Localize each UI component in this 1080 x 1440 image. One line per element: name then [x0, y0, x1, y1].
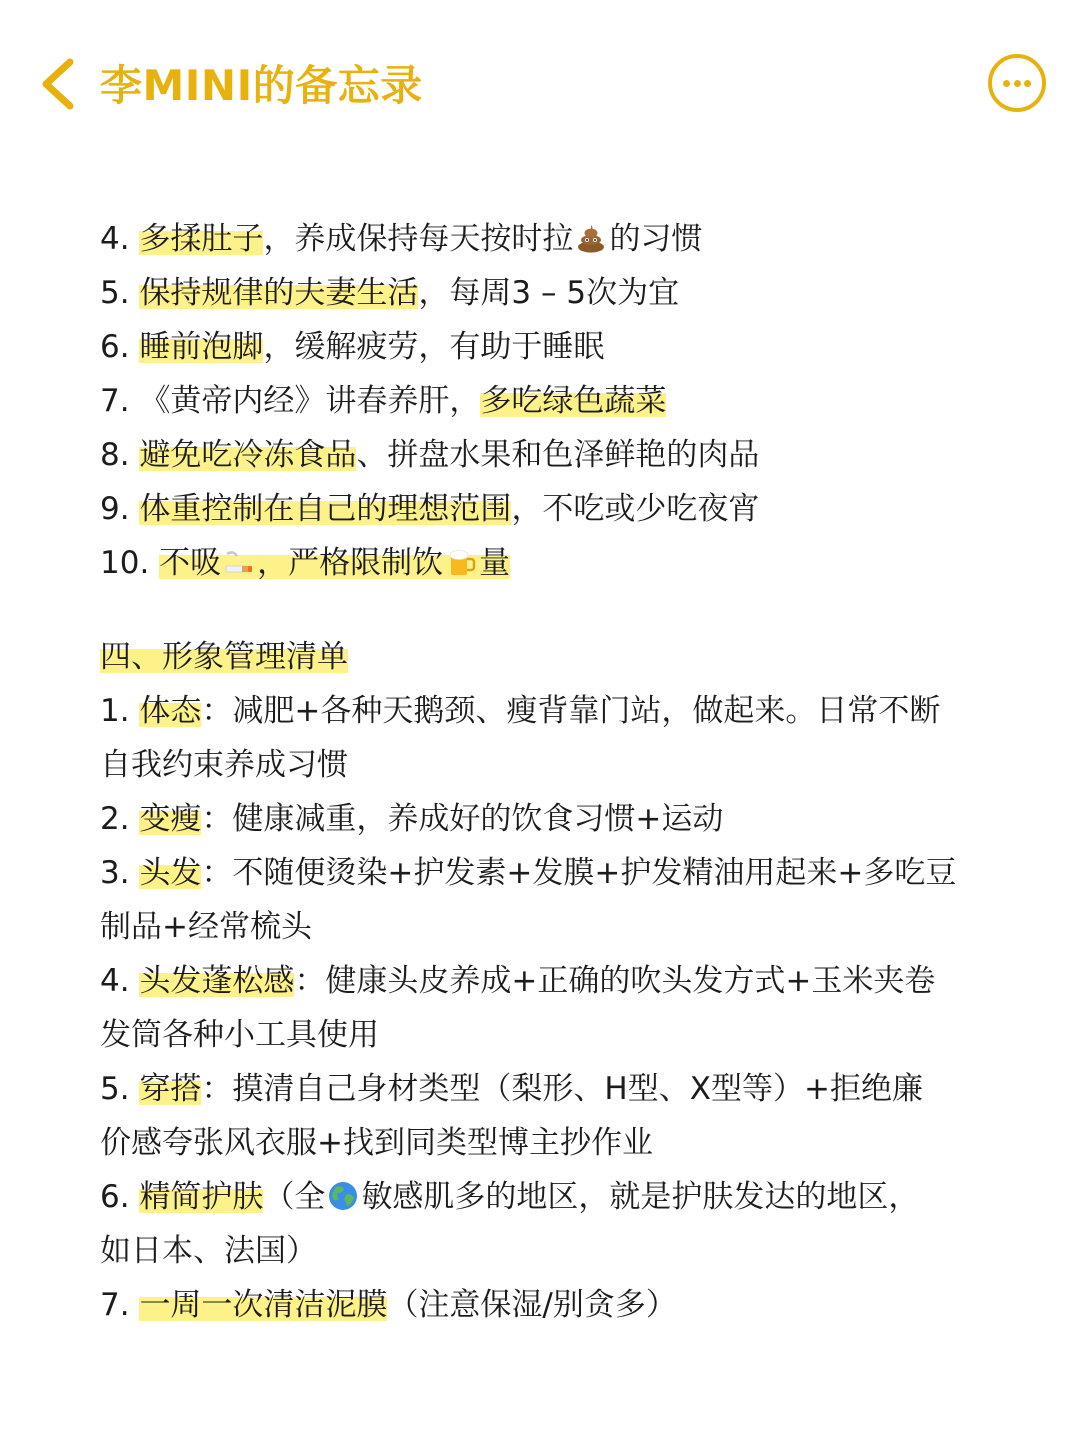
highlight-text: 多揉肚子	[139, 221, 264, 257]
list-item	[100, 954, 980, 1008]
item-text: 、拼盘水果和色泽鲜艳的肉品	[356, 437, 760, 473]
item-text: ：摸清自己身材类型（梨形、H型、X型等）+拒绝廉	[201, 1071, 923, 1107]
list-item	[100, 482, 980, 536]
item-number: 5.	[100, 1071, 140, 1107]
list-item-continuation	[100, 738, 980, 792]
item-number: 10.	[100, 545, 160, 581]
more-dot	[1024, 80, 1031, 87]
item-text: 量	[479, 545, 511, 581]
highlight-text: 穿搭	[139, 1071, 202, 1107]
list-item	[100, 1170, 980, 1224]
earth-globe-emoji-icon	[327, 1180, 359, 1212]
highlight-text: 避免吃冷冻食品	[139, 437, 357, 473]
list-item	[100, 536, 980, 590]
more-button[interactable]	[988, 54, 1046, 112]
item-text: 如日本、法国）	[100, 1233, 317, 1269]
item-text: （全	[263, 1179, 326, 1215]
item-text: ：健康减重，养成好的饮食习惯+运动	[201, 801, 724, 837]
list-item-continuation	[100, 1116, 980, 1170]
highlight-text	[159, 545, 510, 581]
item-text: 价感夸张风衣服+找到同类型博主抄作业	[100, 1125, 653, 1161]
item-text: ：健康头皮养成+正确的吹头发方式+玉米夹卷	[294, 963, 936, 999]
list-item-continuation	[100, 1008, 980, 1062]
item-text: 严格限制饮	[288, 545, 444, 581]
list-item	[100, 320, 980, 374]
highlight-text: 体态	[139, 693, 202, 729]
list-item	[100, 684, 980, 738]
more-dots-icon	[1003, 80, 1010, 87]
item-text: 自我约束养成习惯	[100, 747, 348, 783]
item-number: 7.	[100, 1287, 140, 1323]
item-number: 9.	[100, 491, 140, 527]
highlight-text: 变瘦	[139, 801, 202, 837]
item-text: ：减肥+各种天鹅颈、瘦背靠门站，做起来。日常不断	[201, 693, 941, 729]
item-text: ，每周3 – 5次为宜	[418, 275, 680, 311]
highlight-text: 精简护肤	[139, 1179, 264, 1215]
more-dot	[1014, 80, 1021, 87]
list-item	[100, 846, 980, 900]
highlight-text: 保持规律的夫妻生活	[139, 275, 419, 311]
item-number: 1.	[100, 693, 140, 729]
item-text: ，	[257, 545, 289, 581]
item-text: （注意保湿/别贪多）	[387, 1287, 677, 1323]
list-item-continuation	[100, 1224, 980, 1278]
list-item	[100, 428, 980, 482]
highlight-text: 多吃绿色蔬菜	[480, 383, 667, 419]
highlight-text: 头发蓬松感	[139, 963, 295, 999]
item-number: 6.	[100, 329, 140, 365]
item-text: ，养成保持每天按时拉	[263, 221, 574, 257]
section-header	[100, 630, 980, 684]
item-text: 敏感肌多的地区，就是护肤发达的地区，	[361, 1179, 920, 1215]
list-item	[100, 1062, 980, 1116]
item-number: 7.	[100, 383, 140, 419]
page-title: 李MINI的备忘录	[100, 61, 423, 110]
highlight-text: 一周一次清洁泥膜	[139, 1287, 388, 1323]
item-number: 4.	[100, 221, 140, 257]
highlight-text: 头发	[139, 855, 202, 891]
item-text: ，不吃或少吃夜宵	[511, 491, 760, 527]
item-number: 2.	[100, 801, 140, 837]
item-text: 制品+经常梳头	[100, 909, 312, 945]
top-bar	[0, 0, 1080, 170]
list-item	[100, 212, 980, 266]
item-text: 的习惯	[609, 221, 703, 257]
highlight-text: 睡前泡脚	[139, 329, 264, 365]
item-text: 发筒各种小工具使用	[100, 1017, 379, 1053]
chevron-left-icon[interactable]	[38, 58, 78, 110]
item-number: 6.	[100, 1179, 140, 1215]
list-item	[100, 266, 980, 320]
cigarette-emoji-icon	[223, 546, 255, 578]
item-number: 4.	[100, 963, 140, 999]
list-item-continuation	[100, 900, 980, 954]
highlight-text: 体重控制在自己的理想范围	[139, 491, 512, 527]
beer-emoji-icon	[445, 546, 477, 578]
item-number: 3.	[100, 855, 140, 891]
item-text: ，缓解疲劳，有助于睡眠	[263, 329, 605, 365]
list-item	[100, 1278, 980, 1332]
item-text: ：不随便烫染+护发素+发膜+护发精油用起来+多吃豆	[201, 855, 957, 891]
poop-emoji-icon	[575, 222, 607, 254]
note-body	[100, 212, 980, 1332]
section-title: 四、形象管理清单	[100, 639, 348, 675]
item-number: 8.	[100, 437, 140, 473]
item-text: 《黄帝内经》讲春养肝，	[139, 383, 481, 419]
item-number: 5.	[100, 275, 140, 311]
list-item	[100, 374, 980, 428]
item-text: 不吸	[159, 545, 222, 581]
list-item	[100, 792, 980, 846]
